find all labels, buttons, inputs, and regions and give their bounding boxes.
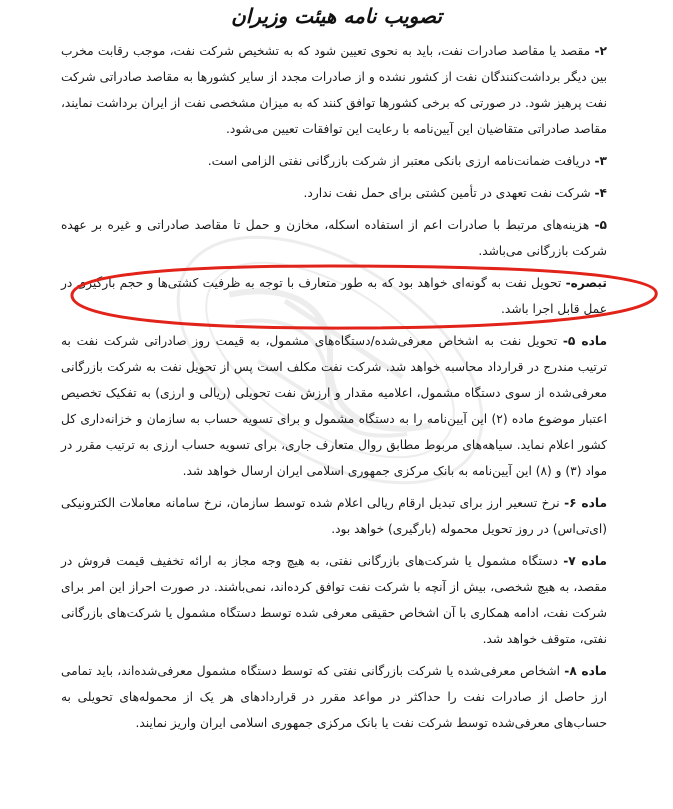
item-number: ۵- <box>594 218 607 232</box>
paragraph-article-6 <box>61 490 607 542</box>
item-text: دریافت ضمانت‌نامه ارزی بانکی معتبر از شرکت بازرگانی نفتی الزامی است. <box>207 154 595 168</box>
article-text: دستگاه مشمول یا شرکت‌های بازرگانی نفتی، به هیچ وجه مجاز به ارائه تخفیف قیمت فروش در مقصد، به هیچ شخصی، بیش از آنچه با شرکت نفت توافق کرده‌اند، نمی‌باشند. در صورت احراز این امر برای شرکت نفت، ادامه همکاری با آن اشخاص حقیقی معرفی شده توسط دستگاه مشمول یا شرکت‌های بازرگانی نفتی، متوقف خواهد شد. <box>61 554 607 646</box>
article-label: ماده ۶- <box>564 496 607 510</box>
item-text: مقصد یا مقاصد صادرات نفت، باید به نحوی تعیین شود که به تشخیص شرکت نفت، موجب رقابت مخرب بین دیگر برداشت‌کنندگان نفت از کشور نشده و از صادرات مجدد از سایر کشورها به مقاصد صادراتی شرکت نفت پرهیز شود. در صورتی که برخی کشورها توافق کنند که به میزان مشخصی نفت از ایران برداشت نمایند، مقاصد صادراتی متقاضیان این آیین‌نامه با رعایت این توافقات تعیین می‌شود. <box>61 44 607 136</box>
page-title: تصویب نامه هیئت وزیران <box>231 4 442 28</box>
item-number: ۴- <box>594 186 607 200</box>
item-number: ۳- <box>594 154 607 168</box>
article-label: ماده ۸- <box>564 664 607 678</box>
article-text: اشخاص معرفی‌شده یا شرکت بازرگانی نفتی که توسط دستگاه مشمول معرفی‌شده‌اند، باید تمامی ارز حاصل از صادرات نفت را حداکثر در مواعد مقرر در قراردادهای هر یک از محموله‌های تحویلی به حساب‌های معرفی‌شده توسط شرکت نفت یا بانک مرکزی جمهوری اسلامی ایران واریز نمایند. <box>61 664 607 730</box>
document-body <box>61 38 607 742</box>
article-label: ماده ۵- <box>562 334 607 348</box>
article-label: ماده ۷- <box>563 554 607 568</box>
item-number: ۲- <box>594 44 607 58</box>
note-label: تبصره- <box>565 276 607 290</box>
note-text: تحویل نفت به گونه‌ای خواهد بود که به طور متعارف با توجه به ظرفیت کشتی‌ها و حجم بارگیری در عمل قابل اجرا باشد. <box>61 276 607 316</box>
item-text: شرکت نفت تعهدی در تأمین کشتی برای حمل نفت ندارد. <box>303 186 595 200</box>
paragraph-article-7 <box>61 548 607 652</box>
paragraph-item-5 <box>61 212 607 264</box>
paragraph-article-5 <box>61 328 607 484</box>
paragraph-article-8 <box>61 658 607 736</box>
article-text: نرخ تسعیر ارز برای تبدیل ارقام ریالی اعلام شده توسط سازمان، نرخ سامانه معاملات الکترونیکی (ای‌تی‌اس) در روز تحویل محموله (بارگیری) خواهد بود. <box>61 496 607 536</box>
paragraph-note <box>61 270 607 322</box>
paragraph-item-4 <box>61 180 607 206</box>
paragraph-item-3 <box>61 148 607 174</box>
item-text: هزینه‌های مرتبط با صادرات اعم از استفاده اسکله، مخازن و حمل تا مقاصد صادراتی و غیره بر عهده شرکت بازرگانی می‌باشد. <box>61 218 607 258</box>
article-text: تحویل نفت به اشخاص معرفی‌شده/دستگاه‌های مشمول، به قیمت روز صادراتی شرکت نفت به ترتیب مندرج در قرارداد محاسبه خواهد شد. شرکت نفت مکلف است پس از تحویل نفت به شرکت بازرگانی معرفی‌شده از سوی دستگاه مشمول، اعلامیه مقدار و ارزش نفت تحویلی (ریالی و ارزی) به تفکیک تخصیص اعتبار موضوع ماده (۲) این آیین‌نامه را به دستگاه مشمول و برای تسویه حساب به سازمان و خزانه‌داری کل کشور اعلام نماید. سیاهه‌های مربوط مطابق روال متعارف جاری، برای تسویه حساب ارزی به ترتیب مقرر در مواد (۳) و (۸) این آیین‌نامه به بانک مرکزی جمهوری اسلامی ایران ارسال خواهد شد. <box>61 334 607 478</box>
paragraph-item-2 <box>61 38 607 142</box>
